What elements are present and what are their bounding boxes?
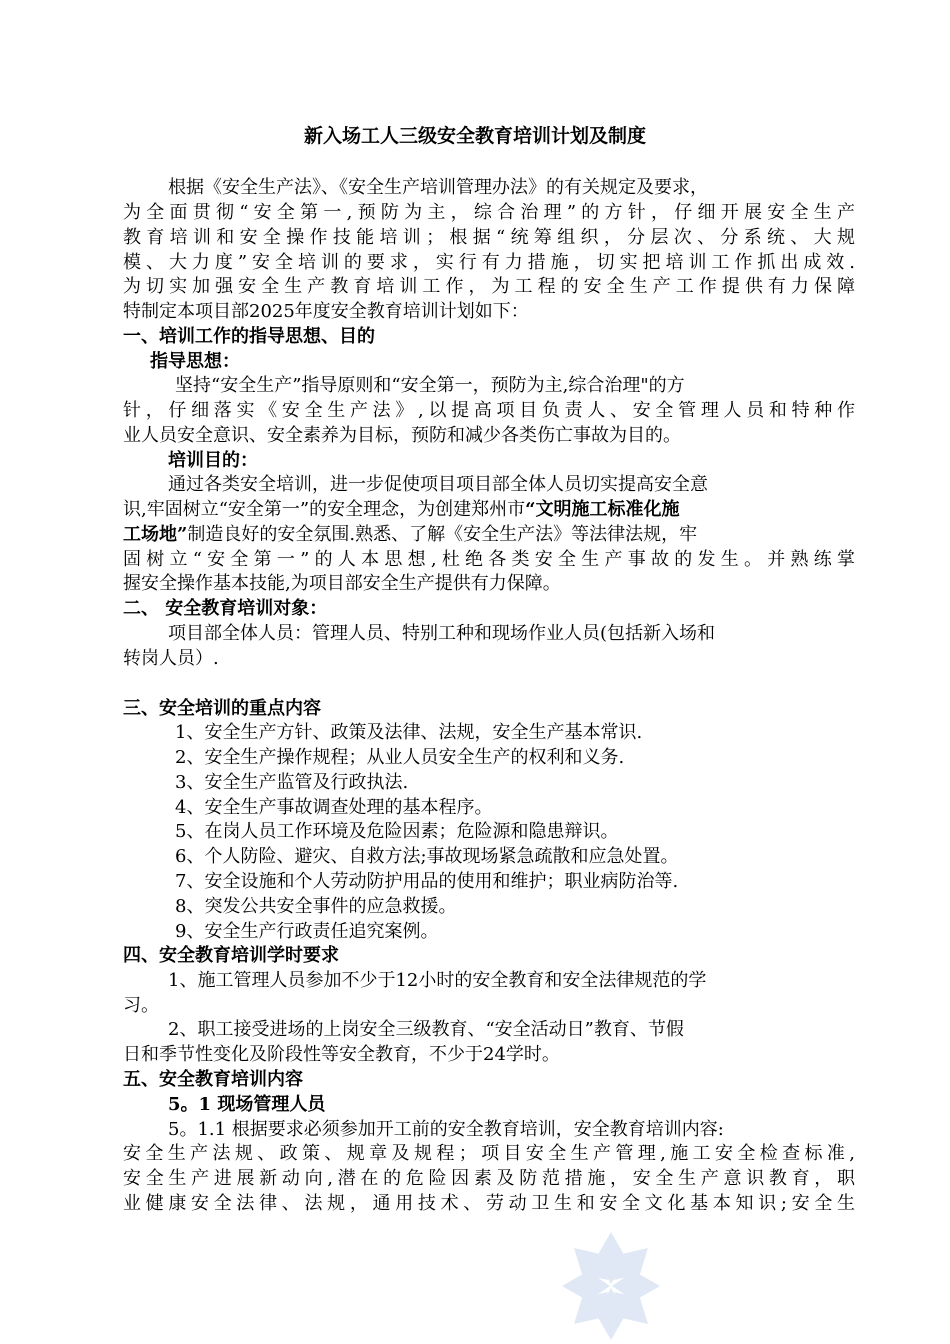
section-1-heading: 一、培训工作的指导思想、目的 <box>123 326 375 347</box>
guide-line: 针，仔细落实《安全生产法》,以提高项目负责人、安全管理人员和特种作 <box>123 400 855 421</box>
section-5-heading: 五、安全教育培训内容 <box>123 1069 303 1090</box>
hours-line: 1、施工管理人员参加不少于12小时的安全教育和安全法律规范的学 <box>168 970 707 991</box>
content-item: 9、安全生产行政责任追究案例。 <box>175 921 439 942</box>
training-line: 安全生产法规、政策、规章及规程；项目安全生产管理,施工安全检查标准, <box>123 1143 855 1164</box>
purpose-line <box>123 498 679 522</box>
target-line: 项目部全体人员：管理人员、特别工种和现场作业人员(包括新入场和 <box>168 623 716 644</box>
training-line: 安全生产进展新动向,潜在的危险因素及防范措施，安全生产意识教育，职 <box>123 1168 855 1189</box>
watermark-logo-icon <box>556 1228 666 1344</box>
content-item: 3、安全生产监管及行政执法. <box>175 772 409 793</box>
purpose-heading: 培训目的： <box>168 450 258 471</box>
intro-line: 为切实加强安全生产教育培训工作，为工程的安全生产工作提供有力保障 <box>123 276 855 297</box>
content-item: 6、个人防险、避灾、自救方法;事故现场紧急疏散和应急处置。 <box>175 846 679 867</box>
section-4-heading: 四、安全教育培训学时要求 <box>123 945 339 966</box>
guide-line: 坚持“安全生产”指导原则和“安全第一，预防为主,综合治理"的方 <box>175 375 685 396</box>
hours-line: 习。 <box>123 995 159 1016</box>
intro-line: 教育培训和安全操作技能培训；根据“统筹组织，分层次、分系统、大规 <box>123 227 855 248</box>
purpose-emphasis: 工场地” <box>123 524 188 545</box>
training-line: 业健康安全法律、法规，通用技术、劳动卫生和安全文化基本知识;安全生 <box>123 1193 855 1214</box>
intro-line: 为全面贯彻“安全第一,预防为主，综合治理”的方针，仔细开展安全生产 <box>123 202 855 223</box>
guide-line: 业人员安全意识、安全素养为目标，预防和减少各类伤亡事故为目的。 <box>123 425 681 446</box>
purpose-line <box>123 523 697 547</box>
purpose-line: 固树立“安全第一”的人本思想,杜绝各类安全生产事故的发生。并熟练掌 <box>123 549 855 570</box>
hours-line: 日和季节性变化及阶段性等安全教育，不少于24学时。 <box>123 1044 560 1065</box>
training-line: 5。1.1 根据要求必须参加开工前的安全教育培训，安全教育培训内容: <box>168 1119 724 1140</box>
purpose-line: 握安全操作基本技能,为项目部安全生产提供有力保障。 <box>123 573 561 594</box>
purpose-line: 通过各类安全培训，进一步促使项目项目部全体人员切实提高安全意 <box>168 474 708 495</box>
content-item: 1、安全生产方针、政策及法律、法规，安全生产基本常识. <box>175 722 643 743</box>
content-item: 5、在岗人员工作环境及危险因素；危险源和隐患辩识。 <box>175 821 619 842</box>
purpose-text: 识,牢固树立“安全第一”的安全理念，为创建郑州市 <box>123 499 526 520</box>
target-line: 转岗人员）. <box>123 648 219 669</box>
intro-line: 特制定本项目部2025年度安全教育培训计划如下： <box>123 301 529 322</box>
purpose-emphasis: “文明施工标准化施 <box>525 499 680 520</box>
section-2-heading: 二、 安全教育培训对象： <box>123 598 328 619</box>
content-item: 2、安全生产操作规程；从业人员安全生产的权利和义务. <box>175 747 625 768</box>
guide-heading: 指导思想： <box>150 351 240 372</box>
purpose-text: 制造良好的安全氛围.熟悉、了解《安全生产法》等法律法规，牢 <box>187 524 698 545</box>
subsection-heading: 5。1 现场管理人员 <box>168 1094 326 1115</box>
content-item: 8、突发公共安全事件的应急救援。 <box>175 896 457 917</box>
intro-line: 模、大力度”安全培训的要求，实行有力措施，切实把培训工作抓出成效. <box>123 252 855 273</box>
intro-line: 根据《安全生产法》、《安全生产培训管理办法》的有关规定及要求， <box>168 177 708 198</box>
document-title: 新入场工人三级安全教育培训计划及制度 <box>303 125 646 147</box>
content-item: 7、安全设施和个人劳动防护用品的使用和维护；职业病防治等. <box>175 871 679 892</box>
content-item: 4、安全生产事故调查处理的基本程序。 <box>175 797 493 818</box>
hours-line: 2、职工接受进场的上岗安全三级教育、“安全活动日”教育、节假 <box>168 1019 684 1040</box>
section-3-heading: 三、安全培训的重点内容 <box>123 698 321 719</box>
